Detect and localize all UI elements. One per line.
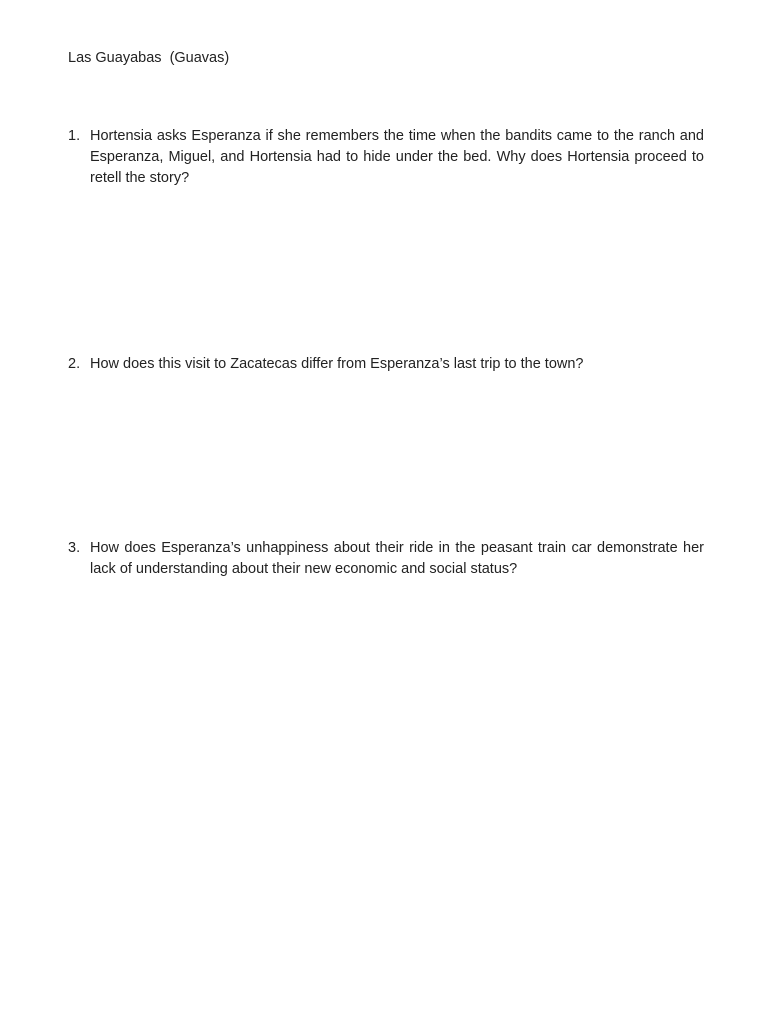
question-text: How does Esperanza’s unhappiness about their ride in the peasant train car demonstrate her lack of understanding about their new economic and social status? <box>90 540 704 577</box>
question-3 <box>68 538 704 580</box>
page-title: Las Guayabas (Guavas) <box>68 50 230 66</box>
question-number: 2. <box>68 356 81 372</box>
question-number: 3. <box>68 540 81 556</box>
question-text: Hortensia asks Esperanza if she remembers the time when the bandits came to the ranch and Esperanza, Miguel, and Hortensia had to hide under the bed. Why does Hortensia proceed to retell the story? <box>90 128 704 186</box>
question-1 <box>68 126 704 189</box>
question-2 <box>68 354 704 375</box>
question-text: How does this visit to Zacatecas differ from Esperanza’s last trip to the town? <box>90 356 584 372</box>
question-number: 1. <box>68 128 81 144</box>
